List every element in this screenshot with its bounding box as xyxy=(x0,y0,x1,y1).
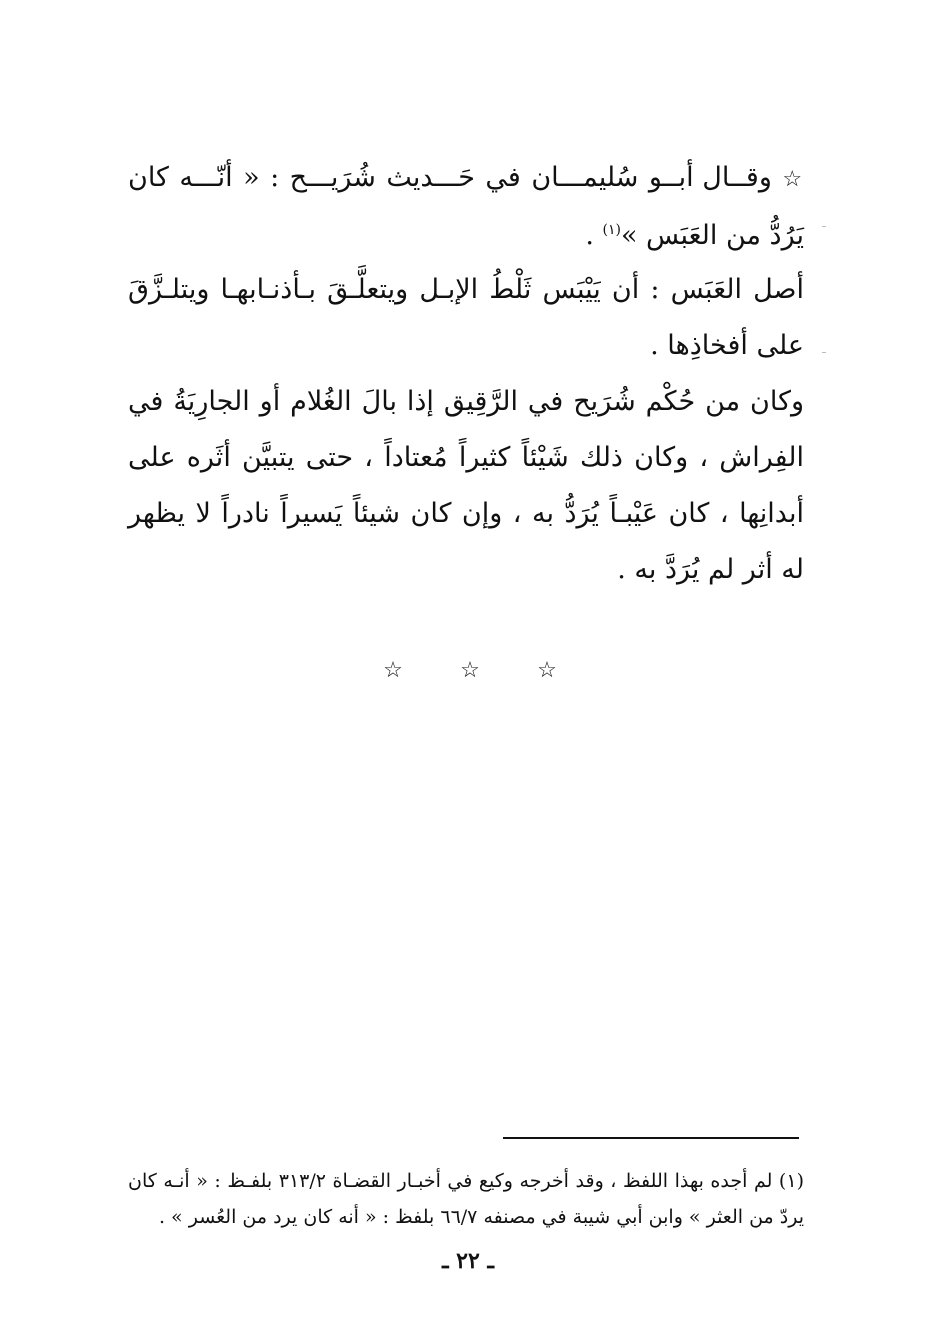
paragraph-shurayh-ruling xyxy=(128,374,804,598)
footnote-reference: (١) xyxy=(602,222,621,238)
paragraph-abas-definition xyxy=(128,262,804,374)
star-icon: ☆ xyxy=(782,167,804,192)
footnote xyxy=(128,1163,804,1235)
footnote-text: (١) لم أجده بهذا اللفظ ، وقد أخرجه وكيع في أخبـار القضـاة ٣١٣/٢ بلفـظ : « أنـه كان يردّ من العثر » وابن أبي شيبة في مصنفه ٦٦/٧ بلفظ : « أنه كان يرد من العُسر » . xyxy=(128,1170,804,1228)
footnote-divider xyxy=(503,1137,799,1139)
margin-mark xyxy=(822,226,826,227)
paragraph-1-text: وقــال أبــو سُليمـــان في حَـــديث شُرَيـــح : « أنّـــه كان يَرُدُّ من العَبَس » xyxy=(128,162,804,251)
star-icon: ☆ xyxy=(460,657,480,683)
star-icon: ☆ xyxy=(383,657,403,683)
paragraph-shurayh-hadith xyxy=(128,150,804,264)
page-number: ـ ٢٢ ـ xyxy=(442,1248,494,1274)
star-icon: ☆ xyxy=(537,657,557,683)
paragraph-2-text: أصل العَبَس : أن يَيْبَس ثَلْطُ الإبـل ويتعلَّـقَ بـأذنـابهـا ويتلـزَّقَ على أفخاذِها . xyxy=(128,274,804,361)
paragraph-3-text: وكان من حُكْم شُرَيح في الرَّقِيق إذا بالَ الغُلام أو الجارِيَةُ في الفِراش ، وكان ذلك شَيْئاً كثيراً مُعتاداً ، حتى يتبيَّن أثَره على أبدانِها ، كان عَيْبـاً يُرَدُّ به ، وإن كان شيئاً يَسيراً نادراً لا يظهر له أثر لم يُرَدَّ به . xyxy=(128,386,804,585)
paragraph-1-tail: . xyxy=(585,220,603,251)
margin-mark xyxy=(822,352,826,353)
section-separator xyxy=(380,650,560,690)
